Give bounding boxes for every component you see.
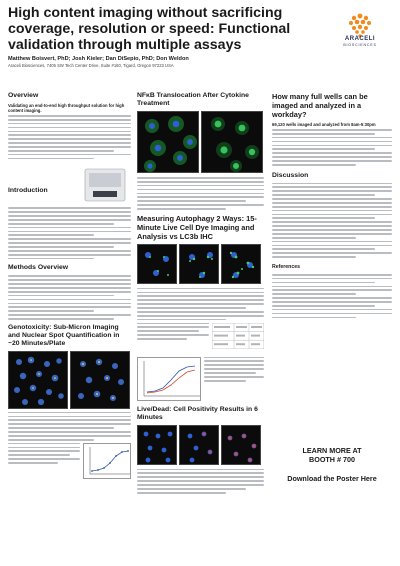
logo-subtitle: BIOSCIENCES — [343, 43, 377, 47]
intro-row — [8, 163, 131, 207]
autophagy-image-c — [221, 244, 261, 284]
nfkb-images — [137, 111, 264, 173]
livedead-images — [137, 425, 264, 465]
column-middle — [137, 92, 264, 496]
livedead-image-b — [179, 425, 219, 465]
learn-more-line-2: BOOTH # 700 — [309, 455, 355, 464]
learn-more-callout — [272, 446, 392, 483]
poster-title: High content imaging without sacrificing coverage, resolution or speed: Functional validation through multiple assays — [8, 5, 291, 53]
logo-wordmark: ARACELI — [344, 36, 376, 42]
genotoxicity-images — [8, 351, 131, 409]
livedead-image-c — [221, 425, 261, 465]
instrument-image — [79, 163, 131, 207]
autophagy-plot-row — [137, 357, 264, 401]
overview-subheading: Validating an end-to-end high throughput solution for high content imaging. — [8, 103, 125, 113]
howmany-lead: 69,120 wells imaged and analyzed from 8am-5:30pm — [272, 122, 376, 127]
autophagy-image-a — [137, 244, 177, 284]
autophagy-results-row — [137, 323, 264, 354]
livedead-body — [137, 469, 264, 494]
livedead-image-a — [137, 425, 177, 465]
genotox-image-a — [8, 351, 68, 409]
methods-body — [8, 275, 131, 319]
introduction-heading: Introduction — [8, 187, 48, 195]
genotox-dose-response-plot — [83, 443, 131, 479]
genotox-image-b — [70, 351, 130, 409]
discussion-heading: Discussion — [272, 171, 309, 179]
download-poster-link[interactable]: Download the Poster Here — [287, 474, 377, 483]
autophagy-heading: Measuring Autophagy 2 Ways: 15-Minute Live Cell Dye Imaging and Analysis vs LC3b IHC — [137, 213, 257, 241]
references-heading: References — [272, 263, 300, 270]
learn-more-line-1: LEARN MORE AT — [302, 446, 362, 455]
references-body — [272, 274, 392, 318]
genotox-results-row — [8, 443, 131, 479]
poster-header — [0, 0, 400, 86]
overview-heading: Overview — [8, 92, 39, 99]
nfkb-image-treated — [201, 111, 263, 173]
column-right — [272, 92, 392, 320]
genotoxicity-body — [8, 412, 131, 441]
autophagy-response-plot — [137, 357, 201, 401]
nfkb-heading: NFκB Translocation After Cytokine Treatment — [137, 92, 249, 107]
nfkb-image-untreated — [137, 111, 199, 173]
genotoxicity-heading: Genotoxicity: Sub-Micron Imaging and Nuclear Spot Quantification in ~20 Minutes/Plate — [8, 323, 120, 347]
methods-heading: Methods Overview — [8, 264, 69, 272]
autophagy-image-b — [179, 244, 219, 284]
poster-authors: Matthew Boisvert, PhD; Josh Kieler; Dan DiSepio, PhD; Don Weldon — [8, 56, 189, 62]
poster-affiliation: Araceli Biosciences, 7405 SW Tech Center Drive, Suite #160, Tigard, Oregon 97223 USA — [8, 63, 174, 68]
column-left — [8, 92, 131, 479]
livedead-heading: Live/Dead: Cell Positivity Results in 6 Minutes — [137, 405, 258, 421]
nfkb-body — [137, 177, 264, 210]
introduction-body — [8, 207, 131, 259]
howmany-heading: How many full wells can be imaged and analyzed in a workday? — [272, 92, 368, 119]
autophagy-images — [137, 244, 264, 284]
overview-body — [8, 115, 131, 159]
howmany-bullets — [272, 129, 392, 166]
autophagy-ec50-table — [212, 323, 264, 354]
autophagy-body — [137, 288, 264, 321]
discussion-body — [272, 183, 392, 258]
